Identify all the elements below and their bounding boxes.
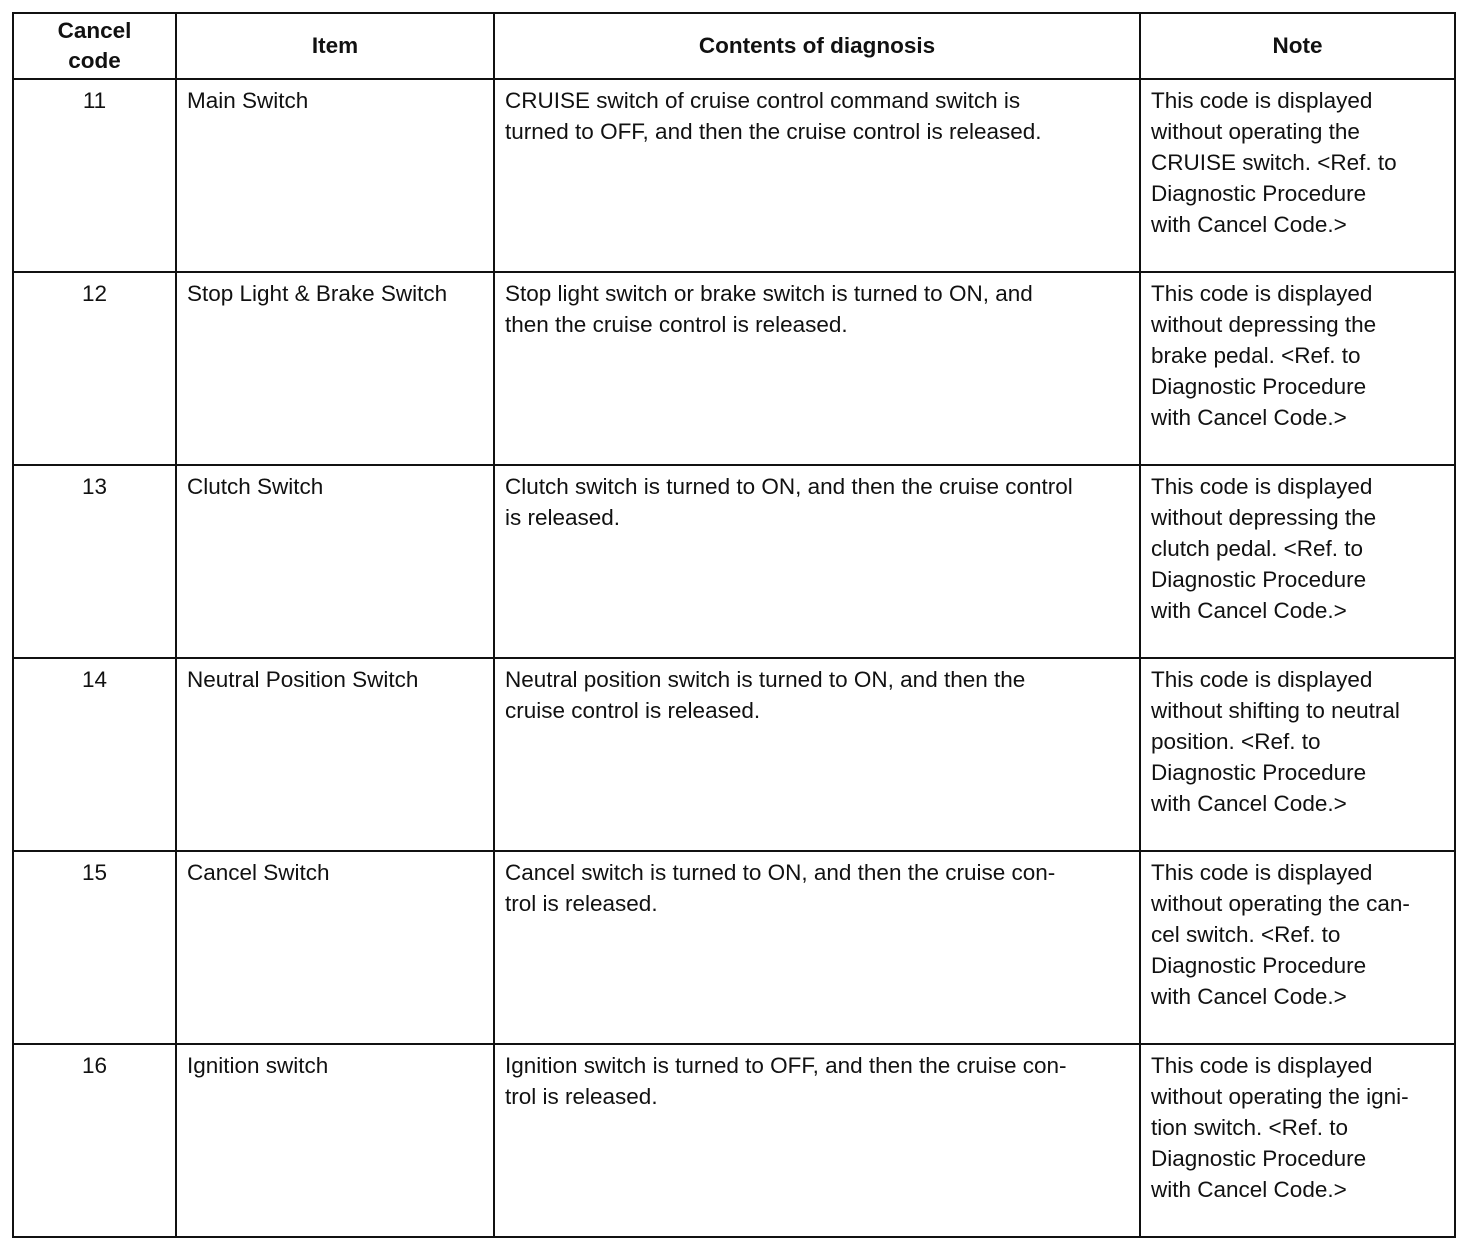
header-cancel-code bbox=[13, 13, 176, 79]
table-header bbox=[13, 13, 1455, 79]
diagnosis-cell bbox=[494, 851, 1140, 1044]
table-row bbox=[13, 658, 1455, 851]
item-cell: Main Switch bbox=[176, 79, 494, 272]
header-row bbox=[13, 13, 1455, 79]
table-row bbox=[13, 79, 1455, 272]
item-cell: Ignition switch bbox=[176, 1044, 494, 1237]
note-text: This code is displayed without depressing the clutch pedal. <Ref. to Diagnostic Procedure with Cancel Code.> bbox=[1151, 474, 1377, 623]
diagnosis-text: Clutch switch is turned to ON, and then the cruise control is released. bbox=[505, 474, 1073, 530]
diagnosis-cell bbox=[494, 1044, 1140, 1237]
item-cell: Cancel Switch bbox=[176, 851, 494, 1044]
note-cell bbox=[1140, 79, 1455, 272]
note-cell bbox=[1140, 465, 1455, 658]
header-contents-of-diagnosis: Contents of diagnosis bbox=[494, 13, 1140, 79]
diagnosis-cell bbox=[494, 465, 1140, 658]
cancel-code-cell: 11 bbox=[13, 79, 176, 272]
cancel-code-cell: 12 bbox=[13, 272, 176, 465]
table-row bbox=[13, 851, 1455, 1044]
cancel-code-cell: 15 bbox=[13, 851, 176, 1044]
diagnosis-text: Ignition switch is turned to OFF, and then the cruise con- trol is released. bbox=[505, 1053, 1067, 1109]
diagnosis-text: Stop light switch or brake switch is turned to ON, and then the cruise control is released. bbox=[505, 281, 1033, 337]
note-text: This code is displayed without operating the CRUISE switch. <Ref. to Diagnostic Procedure with Cancel Code.> bbox=[1151, 88, 1397, 237]
cancel-code-cell: 14 bbox=[13, 658, 176, 851]
cancel-code-cell: 16 bbox=[13, 1044, 176, 1237]
table-row bbox=[13, 1044, 1455, 1237]
note-text: This code is displayed without operating the igni- tion switch. <Ref. to Diagnostic Procedure with Cancel Code.> bbox=[1151, 1053, 1409, 1202]
diagnosis-cell bbox=[494, 79, 1140, 272]
table-body bbox=[13, 79, 1455, 1237]
note-text: This code is displayed without shifting to neutral position. <Ref. to Diagnostic Procedure with Cancel Code.> bbox=[1151, 667, 1400, 816]
item-cell: Clutch Switch bbox=[176, 465, 494, 658]
diagnosis-text: Cancel switch is turned to ON, and then the cruise con- trol is released. bbox=[505, 860, 1056, 916]
note-cell bbox=[1140, 1044, 1455, 1237]
cancel-code-cell: 13 bbox=[13, 465, 176, 658]
table-row bbox=[13, 465, 1455, 658]
item-cell: Neutral Position Switch bbox=[176, 658, 494, 851]
diagnosis-cell bbox=[494, 658, 1140, 851]
diagnosis-text: Neutral position switch is turned to ON, and then the cruise control is released. bbox=[505, 667, 1026, 723]
item-cell: Stop Light & Brake Switch bbox=[176, 272, 494, 465]
note-text: This code is displayed without operating the can- cel switch. <Ref. to Diagnostic Procedure with Cancel Code.> bbox=[1151, 860, 1410, 1009]
table-row bbox=[13, 272, 1455, 465]
diagnosis-text: CRUISE switch of cruise control command switch is turned to OFF, and then the cruise control is released. bbox=[505, 88, 1042, 144]
note-text: This code is displayed without depressing the brake pedal. <Ref. to Diagnostic Procedure with Cancel Code.> bbox=[1151, 281, 1377, 430]
note-cell bbox=[1140, 272, 1455, 465]
cancel-code-table bbox=[12, 12, 1456, 1238]
header-item: Item bbox=[176, 13, 494, 79]
header-note: Note bbox=[1140, 13, 1455, 79]
diagnosis-cell bbox=[494, 272, 1140, 465]
note-cell bbox=[1140, 658, 1455, 851]
header-cancel-code-label: Cancel code bbox=[57, 18, 132, 73]
note-cell bbox=[1140, 851, 1455, 1044]
